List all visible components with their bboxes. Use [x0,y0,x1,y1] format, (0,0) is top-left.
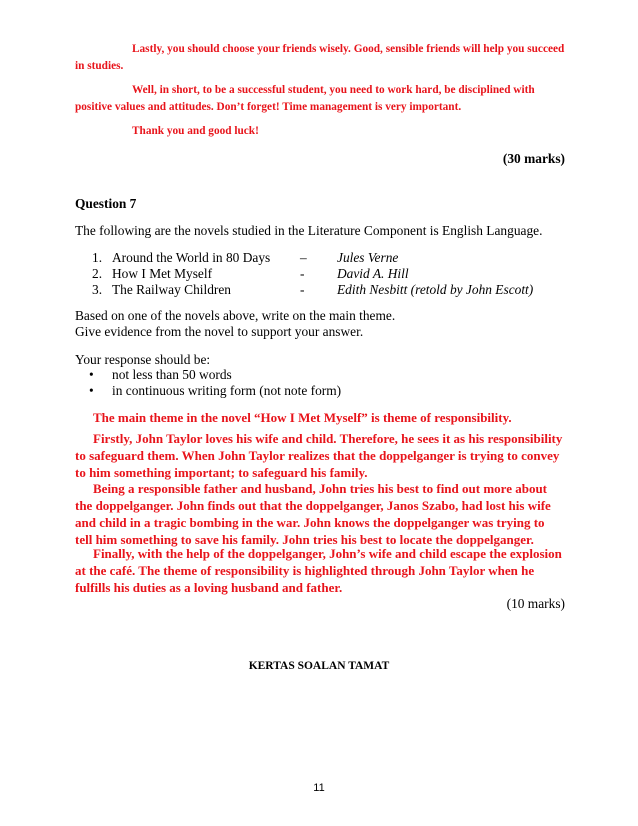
novel-dash: - [300,266,305,281]
novel-title: The Railway Children [112,282,231,297]
instruction-line-2: Give evidence from the novel to support your answer. [75,324,364,339]
page-number: 11 [313,782,325,794]
response-bullet-item [75,367,565,383]
novel-number: 1. [92,250,103,265]
novel-dash: - [300,282,305,297]
novel-dash: – [300,250,307,265]
answer-paragraph-1: The main theme in the novel “How I Met Myself” is theme of responsibility. [93,410,512,425]
answer-paragraph-4: Finally, with the help of the doppelganger, John’s wife and child escape the explosion at the café. The theme of responsibility is highlighted through John Taylor when he fulfills his duties as a loving husband and father. [75,546,562,595]
response-bullet-text: not less than 50 words [112,367,232,382]
question-intro: The following are the novels studied in the Literature Component is English Language. [75,223,543,238]
response-label: Your response should be: [75,352,211,367]
novel-author: David A. Hill [337,266,409,281]
bullet-icon: • [89,367,94,382]
novel-number: 3. [92,282,103,297]
instruction-line-1: Based on one of the novels above, write on the main theme. [75,308,396,323]
response-bullets [75,367,565,399]
response-bullet-text: in continuous writing form (not note form) [112,383,342,398]
question-6-marks: (30 marks) [502,151,565,166]
novel-title: Around the World in 80 Days [112,250,271,265]
question-7-marks: (10 marks) [506,596,565,611]
novel-item [75,266,565,282]
intro-paragraph-3: Thank you and good luck! [132,125,259,137]
novel-number: 2. [92,266,103,281]
novel-list [75,250,565,298]
answer-paragraph-2: Firstly, John Taylor loves his wife and child. Therefore, he sees it as his responsibility to safeguard them. When John Taylor realizes that the doppelganger is trying to convey to him something important; to safeguard his family. [75,431,563,480]
end-of-paper-text: KERTAS SOALAN TAMAT [248,660,390,672]
novel-title: How I Met Myself [112,266,213,281]
bullet-icon: • [89,383,94,398]
intro-paragraph-2: Well, in short, to be a successful student, you need to work hard, be disciplined with positive values and attitudes. Don’t forget! Time management is very important. [75,84,535,113]
answer-paragraph-3: Being a responsible father and husband, John tries his best to find out more about the doppelganger. John finds out that the doppelganger, Janos Szabo, had lost his wife and child in a tragic bombing in the war. John knows the doppelganger was trying to tell him something to save his family. John tries his best to locate the doppelganger. [75,481,551,547]
novel-author: Jules Verne [337,250,399,265]
novel-item [75,250,565,266]
novel-item [75,282,565,298]
question-7-heading: Question 7 [75,196,137,211]
novel-author: Edith Nesbitt (retold by John Escott) [337,282,534,297]
response-bullet-item [75,383,565,399]
intro-paragraph-1: Lastly, you should choose your friends wisely. Good, sensible friends will help you succeed in studies. [75,43,565,72]
